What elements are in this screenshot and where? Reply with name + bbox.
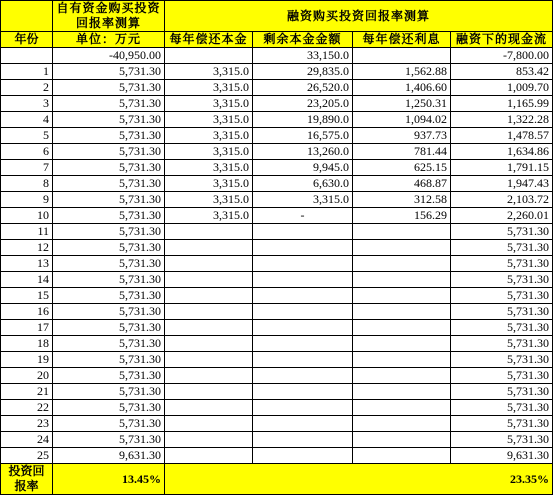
own-cashflow-cell: 5,731.30 xyxy=(53,176,165,192)
financed-cashflow-cell: 1,634.86 xyxy=(451,144,553,160)
remaining-principal-cell xyxy=(253,256,353,272)
col-remaining-header: 剩余本金金额 xyxy=(253,32,353,48)
interest-cell xyxy=(353,368,451,384)
year-cell: 2 xyxy=(1,80,53,96)
financed-cashflow-cell: 2,260.01 xyxy=(451,208,553,224)
interest-cell xyxy=(353,400,451,416)
own-cashflow-cell: 5,731.30 xyxy=(53,432,165,448)
financed-cashflow-cell: 5,731.30 xyxy=(451,320,553,336)
own-cashflow-cell: 5,731.30 xyxy=(53,304,165,320)
year-cell: 21 xyxy=(1,384,53,400)
year-header-top xyxy=(1,1,53,32)
own-cashflow-cell: 5,731.30 xyxy=(53,224,165,240)
financed-cashflow-cell: 5,731.30 xyxy=(451,272,553,288)
interest-cell: 1,562.88 xyxy=(353,64,451,80)
table-row xyxy=(1,112,553,128)
year-cell: 3 xyxy=(1,96,53,112)
own-cashflow-cell: 5,731.30 xyxy=(53,288,165,304)
year-cell: 5 xyxy=(1,128,53,144)
table-row xyxy=(1,224,553,240)
own-cashflow-cell: 5,731.30 xyxy=(53,256,165,272)
principal-cell xyxy=(165,384,253,400)
interest-cell xyxy=(353,304,451,320)
financed-cashflow-cell: 1,322.28 xyxy=(451,112,553,128)
own-cashflow-cell: 5,731.30 xyxy=(53,128,165,144)
own-cashflow-cell: 5,731.30 xyxy=(53,160,165,176)
table-row xyxy=(1,352,553,368)
principal-cell: 3,315.0 xyxy=(165,128,253,144)
table-row xyxy=(1,384,553,400)
table-row xyxy=(1,96,553,112)
year-cell: 24 xyxy=(1,432,53,448)
financed-cashflow-cell: 5,731.30 xyxy=(451,224,553,240)
unit-label: 单位：万元 xyxy=(53,32,165,48)
remaining-principal-cell xyxy=(253,320,353,336)
financed-cashflow-cell: 5,731.30 xyxy=(451,400,553,416)
remaining-principal-cell xyxy=(253,304,353,320)
interest-cell: 1,094.02 xyxy=(353,112,451,128)
year-cell: 11 xyxy=(1,224,53,240)
remaining-principal-cell xyxy=(253,448,353,464)
own-cashflow-cell: 5,731.30 xyxy=(53,352,165,368)
interest-cell xyxy=(353,320,451,336)
table-row xyxy=(1,272,553,288)
year-cell: 18 xyxy=(1,336,53,352)
col-interest-header: 每年偿还利息 xyxy=(353,32,451,48)
table-row xyxy=(1,48,553,64)
year-cell: 9 xyxy=(1,192,53,208)
interest-cell: 781.44 xyxy=(353,144,451,160)
year-cell: 10 xyxy=(1,208,53,224)
principal-cell xyxy=(165,352,253,368)
own-irr-value: 13.45% xyxy=(53,464,165,495)
principal-cell: 3,315.0 xyxy=(165,64,253,80)
year-cell: 1 xyxy=(1,64,53,80)
year-cell: 12 xyxy=(1,240,53,256)
table-row xyxy=(1,240,553,256)
table-row xyxy=(1,80,553,96)
header-row-1 xyxy=(1,1,553,32)
financed-cashflow-cell: 853.42 xyxy=(451,64,553,80)
interest-cell: 937.73 xyxy=(353,128,451,144)
own-cashflow-cell: 5,731.30 xyxy=(53,368,165,384)
year-cell: 16 xyxy=(1,304,53,320)
financed-cashflow-cell: 5,731.30 xyxy=(451,256,553,272)
financed-cashflow-cell: 5,731.30 xyxy=(451,384,553,400)
principal-cell: 3,315.0 xyxy=(165,144,253,160)
year-cell: 14 xyxy=(1,272,53,288)
principal-cell: 3,315.0 xyxy=(165,96,253,112)
interest-cell: 468.87 xyxy=(353,176,451,192)
own-funds-title: 自有资金购买投资回报率测算 xyxy=(53,1,165,32)
own-cashflow-cell: 5,731.30 xyxy=(53,208,165,224)
principal-cell xyxy=(165,224,253,240)
year-cell: 13 xyxy=(1,256,53,272)
remaining-principal-cell: 13,260.0 xyxy=(253,144,353,160)
remaining-principal-cell: 3,315.0 xyxy=(253,192,353,208)
remaining-principal-cell xyxy=(253,400,353,416)
own-cashflow-cell: 9,631.30 xyxy=(53,448,165,464)
year-cell: 20 xyxy=(1,368,53,384)
table-row xyxy=(1,400,553,416)
table-row xyxy=(1,304,553,320)
remaining-principal-cell: 9,945.0 xyxy=(253,160,353,176)
year-header: 年份 xyxy=(1,32,53,48)
remaining-principal-cell: 26,520.0 xyxy=(253,80,353,96)
interest-cell: 312.58 xyxy=(353,192,451,208)
table-row xyxy=(1,160,553,176)
principal-cell xyxy=(165,448,253,464)
financed-cashflow-cell: 5,731.30 xyxy=(451,352,553,368)
interest-cell xyxy=(353,224,451,240)
financed-cashflow-cell: 1,791.15 xyxy=(451,160,553,176)
table-row xyxy=(1,64,553,80)
financing-title: 融资购买投资回报率测算 xyxy=(165,1,553,32)
principal-cell xyxy=(165,304,253,320)
table-row xyxy=(1,336,553,352)
remaining-principal-cell: - xyxy=(253,208,353,224)
principal-cell xyxy=(165,256,253,272)
remaining-principal-cell xyxy=(253,224,353,240)
own-cashflow-cell: 5,731.30 xyxy=(53,192,165,208)
own-cashflow-cell: 5,731.30 xyxy=(53,240,165,256)
principal-cell: 3,315.0 xyxy=(165,112,253,128)
remaining-principal-cell xyxy=(253,272,353,288)
financed-cashflow-cell: 5,731.30 xyxy=(451,240,553,256)
own-cashflow-cell: 5,731.30 xyxy=(53,416,165,432)
table-row xyxy=(1,208,553,224)
own-cashflow-cell: 5,731.30 xyxy=(53,96,165,112)
interest-cell xyxy=(353,272,451,288)
year-cell: 19 xyxy=(1,352,53,368)
financed-cashflow-cell: 5,731.30 xyxy=(451,288,553,304)
principal-cell xyxy=(165,240,253,256)
year-cell: 22 xyxy=(1,400,53,416)
year-cell: 8 xyxy=(1,176,53,192)
remaining-principal-cell xyxy=(253,432,353,448)
remaining-principal-cell: 33,150.0 xyxy=(253,48,353,64)
remaining-principal-cell xyxy=(253,416,353,432)
financed-cashflow-cell: 5,731.30 xyxy=(451,432,553,448)
year-cell: 7 xyxy=(1,160,53,176)
own-cashflow-cell: 5,731.30 xyxy=(53,64,165,80)
interest-cell xyxy=(353,240,451,256)
interest-cell xyxy=(353,384,451,400)
irr-label: 投资回报率 xyxy=(1,464,53,495)
table-row xyxy=(1,368,553,384)
financed-cashflow-cell: 1,478.57 xyxy=(451,128,553,144)
table-row xyxy=(1,320,553,336)
remaining-principal-cell xyxy=(253,288,353,304)
own-cashflow-cell: 5,731.30 xyxy=(53,144,165,160)
principal-cell xyxy=(165,368,253,384)
table-row xyxy=(1,256,553,272)
remaining-principal-cell: 19,890.0 xyxy=(253,112,353,128)
table-row xyxy=(1,192,553,208)
own-cashflow-cell: 5,731.30 xyxy=(53,320,165,336)
financed-cashflow-cell: -7,800.00 xyxy=(451,48,553,64)
principal-cell xyxy=(165,432,253,448)
year-cell: 15 xyxy=(1,288,53,304)
header-row-2 xyxy=(1,32,553,48)
remaining-principal-cell xyxy=(253,240,353,256)
principal-cell xyxy=(165,288,253,304)
own-cashflow-cell: 5,731.30 xyxy=(53,112,165,128)
own-cashflow-cell: 5,731.30 xyxy=(53,336,165,352)
footer-row xyxy=(1,464,553,495)
remaining-principal-cell: 23,205.0 xyxy=(253,96,353,112)
table-row xyxy=(1,416,553,432)
remaining-principal-cell xyxy=(253,336,353,352)
financed-cashflow-cell: 2,103.72 xyxy=(451,192,553,208)
principal-cell: 3,315.0 xyxy=(165,176,253,192)
table-row xyxy=(1,288,553,304)
table-row xyxy=(1,432,553,448)
principal-cell xyxy=(165,48,253,64)
remaining-principal-cell: 6,630.0 xyxy=(253,176,353,192)
year-cell: 23 xyxy=(1,416,53,432)
own-cashflow-cell: 5,731.30 xyxy=(53,400,165,416)
financed-cashflow-cell: 1,165.99 xyxy=(451,96,553,112)
year-cell xyxy=(1,48,53,64)
financed-cashflow-cell: 9,631.30 xyxy=(451,448,553,464)
principal-cell: 3,315.0 xyxy=(165,160,253,176)
own-cashflow-cell: 5,731.30 xyxy=(53,272,165,288)
remaining-principal-cell xyxy=(253,352,353,368)
interest-cell: 625.15 xyxy=(353,160,451,176)
interest-cell: 1,406.60 xyxy=(353,80,451,96)
interest-cell xyxy=(353,48,451,64)
table-row xyxy=(1,128,553,144)
interest-cell: 156.29 xyxy=(353,208,451,224)
financed-cashflow-cell: 1,009.70 xyxy=(451,80,553,96)
interest-cell xyxy=(353,432,451,448)
own-cashflow-cell: -40,950.00 xyxy=(53,48,165,64)
financed-cashflow-cell: 5,731.30 xyxy=(451,368,553,384)
remaining-principal-cell: 16,575.0 xyxy=(253,128,353,144)
principal-cell xyxy=(165,336,253,352)
interest-cell xyxy=(353,336,451,352)
interest-cell xyxy=(353,448,451,464)
table-row xyxy=(1,144,553,160)
principal-cell: 3,315.0 xyxy=(165,80,253,96)
financing-irr-value: 23.35% xyxy=(165,464,553,495)
financed-cashflow-cell: 5,731.30 xyxy=(451,336,553,352)
financed-cashflow-cell: 5,731.30 xyxy=(451,416,553,432)
remaining-principal-cell xyxy=(253,384,353,400)
col-cashflow-header: 融资下的现金流 xyxy=(451,32,553,48)
year-cell: 6 xyxy=(1,144,53,160)
own-cashflow-cell: 5,731.30 xyxy=(53,384,165,400)
year-cell: 25 xyxy=(1,448,53,464)
principal-cell xyxy=(165,416,253,432)
remaining-principal-cell: 29,835.0 xyxy=(253,64,353,80)
year-cell: 4 xyxy=(1,112,53,128)
financed-cashflow-cell: 1,947.43 xyxy=(451,176,553,192)
interest-cell xyxy=(353,416,451,432)
interest-cell xyxy=(353,256,451,272)
year-cell: 17 xyxy=(1,320,53,336)
principal-cell: 3,315.0 xyxy=(165,208,253,224)
col-principal-header: 每年偿还本金 xyxy=(165,32,253,48)
table-row xyxy=(1,448,553,464)
remaining-principal-cell xyxy=(253,368,353,384)
principal-cell: 3,315.0 xyxy=(165,192,253,208)
interest-cell xyxy=(353,288,451,304)
financed-cashflow-cell: 5,731.30 xyxy=(451,304,553,320)
interest-cell xyxy=(353,352,451,368)
own-cashflow-cell: 5,731.30 xyxy=(53,80,165,96)
principal-cell xyxy=(165,320,253,336)
principal-cell xyxy=(165,272,253,288)
interest-cell: 1,250.31 xyxy=(353,96,451,112)
table-row xyxy=(1,176,553,192)
principal-cell xyxy=(165,400,253,416)
